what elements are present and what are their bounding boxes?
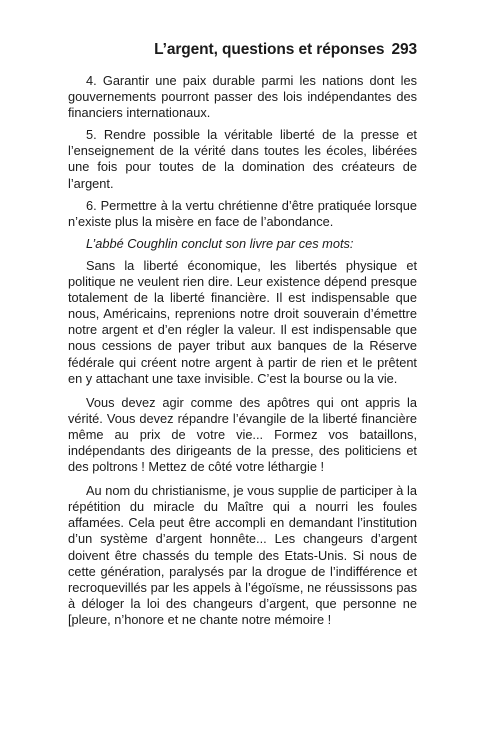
quote-introduction: L’abbé Coughlin conclut son livre par ces mots: (86, 235, 354, 251)
paragraph-point-5: 5. Rendre possible la véritable liberté de la presse et l’enseignement de la vérité dans toutes les écoles, libérées une fois pour toutes de la domination des créateurs de l’argent. (68, 127, 417, 191)
chapter-title: L’argent, questions et réponses (154, 41, 385, 58)
quote-paragraph-3: Au nom du christianisme, je vous supplie de participer à la répétition du miracle du Maître qui a nourri les foules affamées. Cela peut être accompli en demandant l’institution d’un système d’argent honnête... Les changeurs d’argent doivent être chassés du temple des Etats-Unis. Si nous de cette génération, paralysés par la drogue de l’indifférence et recroquevillés par les appels à l’égoïsme, ne réussissons pas à déloger la loi des changeurs d’argent, que personne ne [pleure, n’honore et ne chante notre mémoire ! (68, 483, 417, 627)
paragraph-point-6: 6. Permettre à la vertu chrétienne d’être pratiquée lorsque n’existe plus la misère en face de l’abondance. (68, 197, 417, 229)
quote-paragraph-1: Sans la liberté économique, les libertés physique et politique ne veulent rien dire. Leur existence dépend presque totalement de la liberté financière. Il est indispensable que nous, Américains, reprenions notre droit souverain d’émettre notre argent et d’en régler la valeur. Il est indispensable que nous cessions de payer tribut aux banques de la Réserve fédérale qui créent notre argent à partir de rien et le prêtent en y attachant une taxe invisible. C’est la bourse ou la vie. (68, 257, 417, 386)
running-header (68, 40, 417, 60)
page-number: 293 (391, 41, 417, 58)
quote-paragraph-2: Vous devez agir comme des apôtres qui ont appris la vérité. Vous devez répandre l’évangile de la liberté financière même au prix de votre vie... Formez vos bataillons, indépendants des dirigeants de la presse, des politiciens et des poltrons ! Mettez de côté votre léthargie ! (68, 394, 417, 475)
body-text (68, 73, 417, 628)
paragraph-point-4: 4. Garantir une paix durable parmi les nations dont les gouvernements pourront passer des lois indépendantes des financiers internationaux. (68, 73, 417, 121)
book-page (68, 40, 417, 634)
